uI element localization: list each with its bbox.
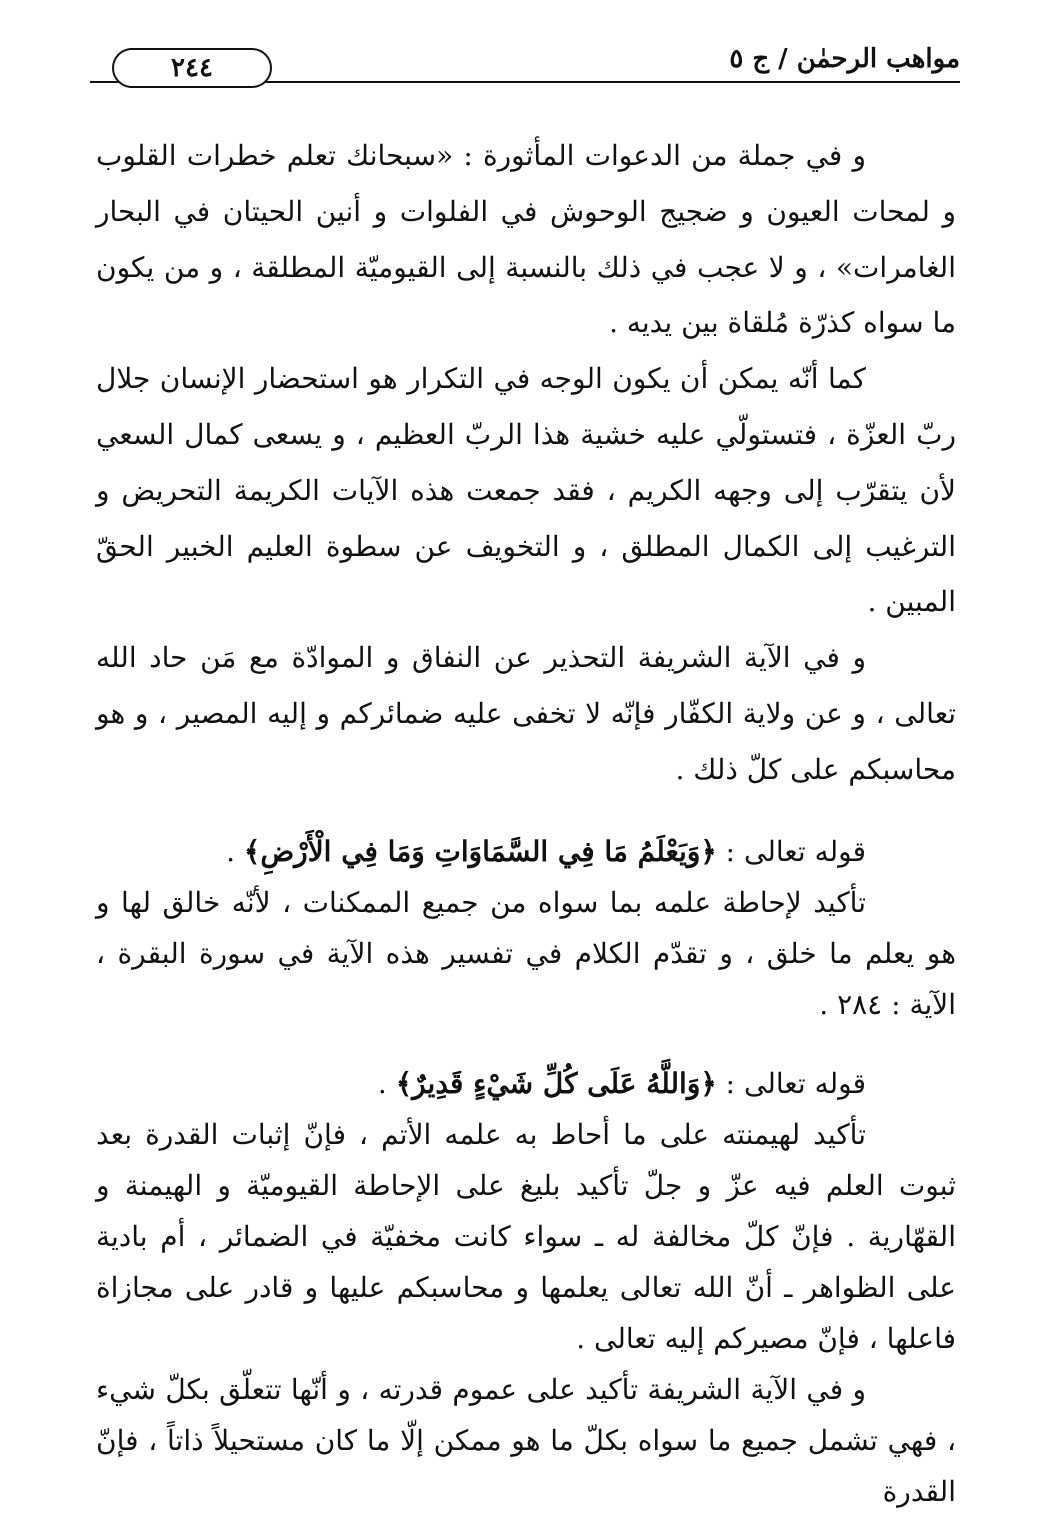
verse-intro: قوله تعالى : [716,1066,866,1100]
page-number: ٢٤٤ [112,48,272,88]
quran-quote: ﴿وَاللَّهُ عَلَى كُلِّ شَيْءٍ قَدِيرٌ﴾ [395,1066,717,1100]
quran-quote: ﴿وَيَعْلَمُ مَا فِي السَّمَاوَاتِ وَمَا فِي الْأَرْضِ﴾ [243,834,717,868]
paragraph-supplications: و في جملة من الدعوات المأثورة : «سبحانك تعلم خطرات القلوب و لمحات العيون و ضجيج الوحوش في الفلوات و أنين الحيتان في البحار الغامرات» ، و لا عجب في ذلك بالنسبة إلى القيوميّة المطلقة ، و من يكون ما سواه كذرّة مُلقاة بين يديه . [96,139,956,340]
paragraph-power-commentary: تأكيد لهيمنته على ما أحاط به علمه الأتم ، فإنّ إثبات القدرة بعد ثبوت العلم فيه عزّ و جلّ تأكيد بليغ على الإحاطة القيوميّة و الهيمنة و القهّارية . فإنّ كلّ مخالفة له ـ سواء كانت مخفيّة في الضمائر ، أم بادية على الظواهر ـ أنّ الله تعالى يعلمها و محاسبكم عليها و قادر على مجازاة فاعلها ، فإنّ مصيركم إليه تعالى . [96,1117,956,1355]
verse-heading-knowledge [96,827,956,877]
verse-intro: قوله تعالى : [716,834,866,868]
paragraph-repetition: كما أنّه يمكن أن يكون الوجه في التكرار هو استحضار الإنسان جلال ربّ العزّة ، فتستولّي عليه خشية هذا الربّ العظيم ، و يسعى كمال السعي لأن يتقرّب إلى وجهه الكريم ، فقد جمعت هذه الآيات الكريمة التحريض و الترغيب إلى الكمال المطلق ، و التخويف عن سطوة العليم الخبير الحقّ المبين . [96,362,956,619]
paragraph-knowledge-commentary: تأكيد لإحاطة علمه بما سواه من جميع الممكنات ، لأنّه خالق لها و هو يعلم ما خلق ، و تقدّم الكلام في تفسير هذه الآية في سورة البقرة ، الآية : ٢٨٤ . [96,885,956,1021]
paragraph-warning: و في الآية الشريفة التحذير عن النفاق و الموادّة مع مَن حاد الله تعالى ، و عن ولاية الكفّار فإنّه لا تخفى عليه ضمائركم و إليه المصير ، و هو محاسبكم على كلّ ذلك . [96,641,956,786]
verse-end: . [377,1066,396,1100]
verse-end: . [226,834,244,868]
paragraph-power-scope: و في الآية الشريفة تأكيد على عموم قدرته ، و أنّها تتعلّق بكلّ شيء ، فهي تشمل جميع ما سواه بكلّ ما هو ممكن إلّا ما كان مستحيلاً ذاتاً ، فإنّ القدرة [96,1372,956,1508]
page-content [96,128,956,1517]
running-title: مواهب الرحمٰن / ج ٥ [729,44,960,74]
page-header [90,34,960,94]
verse-heading-power [96,1059,956,1109]
